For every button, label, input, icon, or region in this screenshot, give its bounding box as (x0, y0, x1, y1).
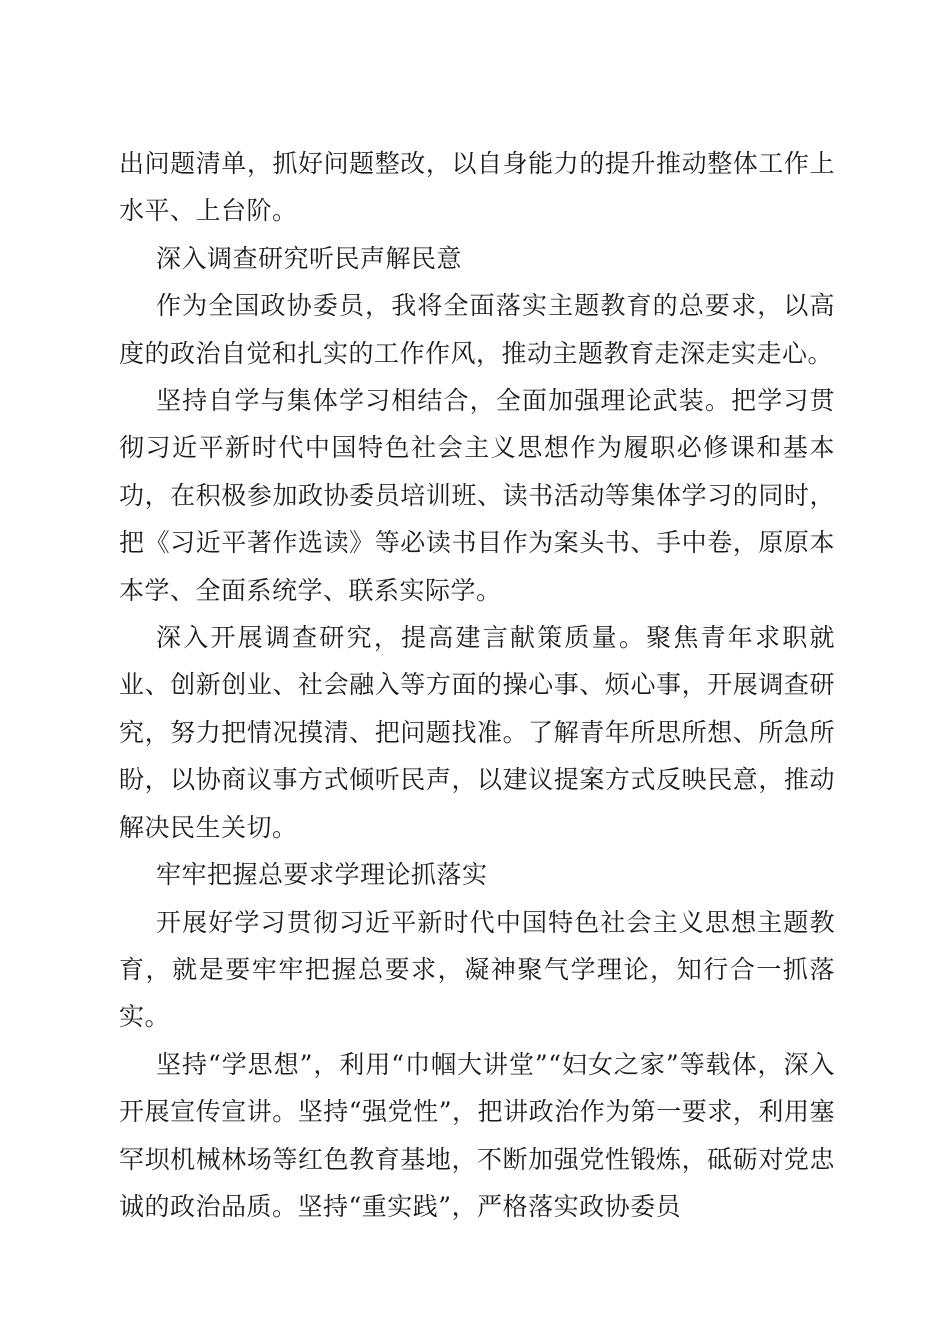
section-heading-requirements: 牢牢把握总要求学理论抓落实 (156, 860, 488, 890)
paragraph: 坚持“学思想”，利用“巾帼大讲堂”“妇女之家”等载体，深入开展宣传宣讲。坚持“强党性”，把讲政治作为第一要求，利用塞罕坝机械林场等红色教育基地，不断加强党性锻炼，砥砺对党忠诚的政治品质。坚持“重实践”，严格落实政协委员 (119, 1049, 835, 1221)
paragraph: 深入开展调查研究，提高建言献策质量。聚焦青年求职就业、创新创业、社会融入等方面的操心事、烦心事，开展调查研究，努力把情况摸清、把问题找准。了解青年所思所想、所急所盼，以协商议事方式倾听民声，以建议提案方式反映民意，推动解决民生关切。 (119, 623, 835, 842)
paragraph: 开展好学习贯彻习近平新时代中国特色社会主义思想主题教育，就是要牢牢把握总要求，凝神聚气学理论，知行合一抓落实。 (119, 907, 835, 1032)
section-heading-research: 深入调查研究听民声解民意 (156, 243, 463, 273)
document-body (119, 140, 835, 1230)
paragraph: 作为全国政协委员，我将全面落实主题教育的总要求，以高度的政治自觉和扎实的工作作风，推动主题教育走深走实走心。 (119, 291, 835, 368)
paragraph: 坚持自学与集体学习相结合，全面加强理论武装。把学习贯彻习近平新时代中国特色社会主义思想作为履职必修课和基本功，在积极参加政协委员培训班、读书活动等集体学习的同时，把《习近平著作选读》等必读书目作为案头书、手中卷，原原本本学、全面系统学、联系实际学。 (119, 386, 835, 605)
paragraph-continuation: 出问题清单，抓好问题整改，以自身能力的提升推动整体工作上水平、上台阶。 (119, 149, 835, 226)
